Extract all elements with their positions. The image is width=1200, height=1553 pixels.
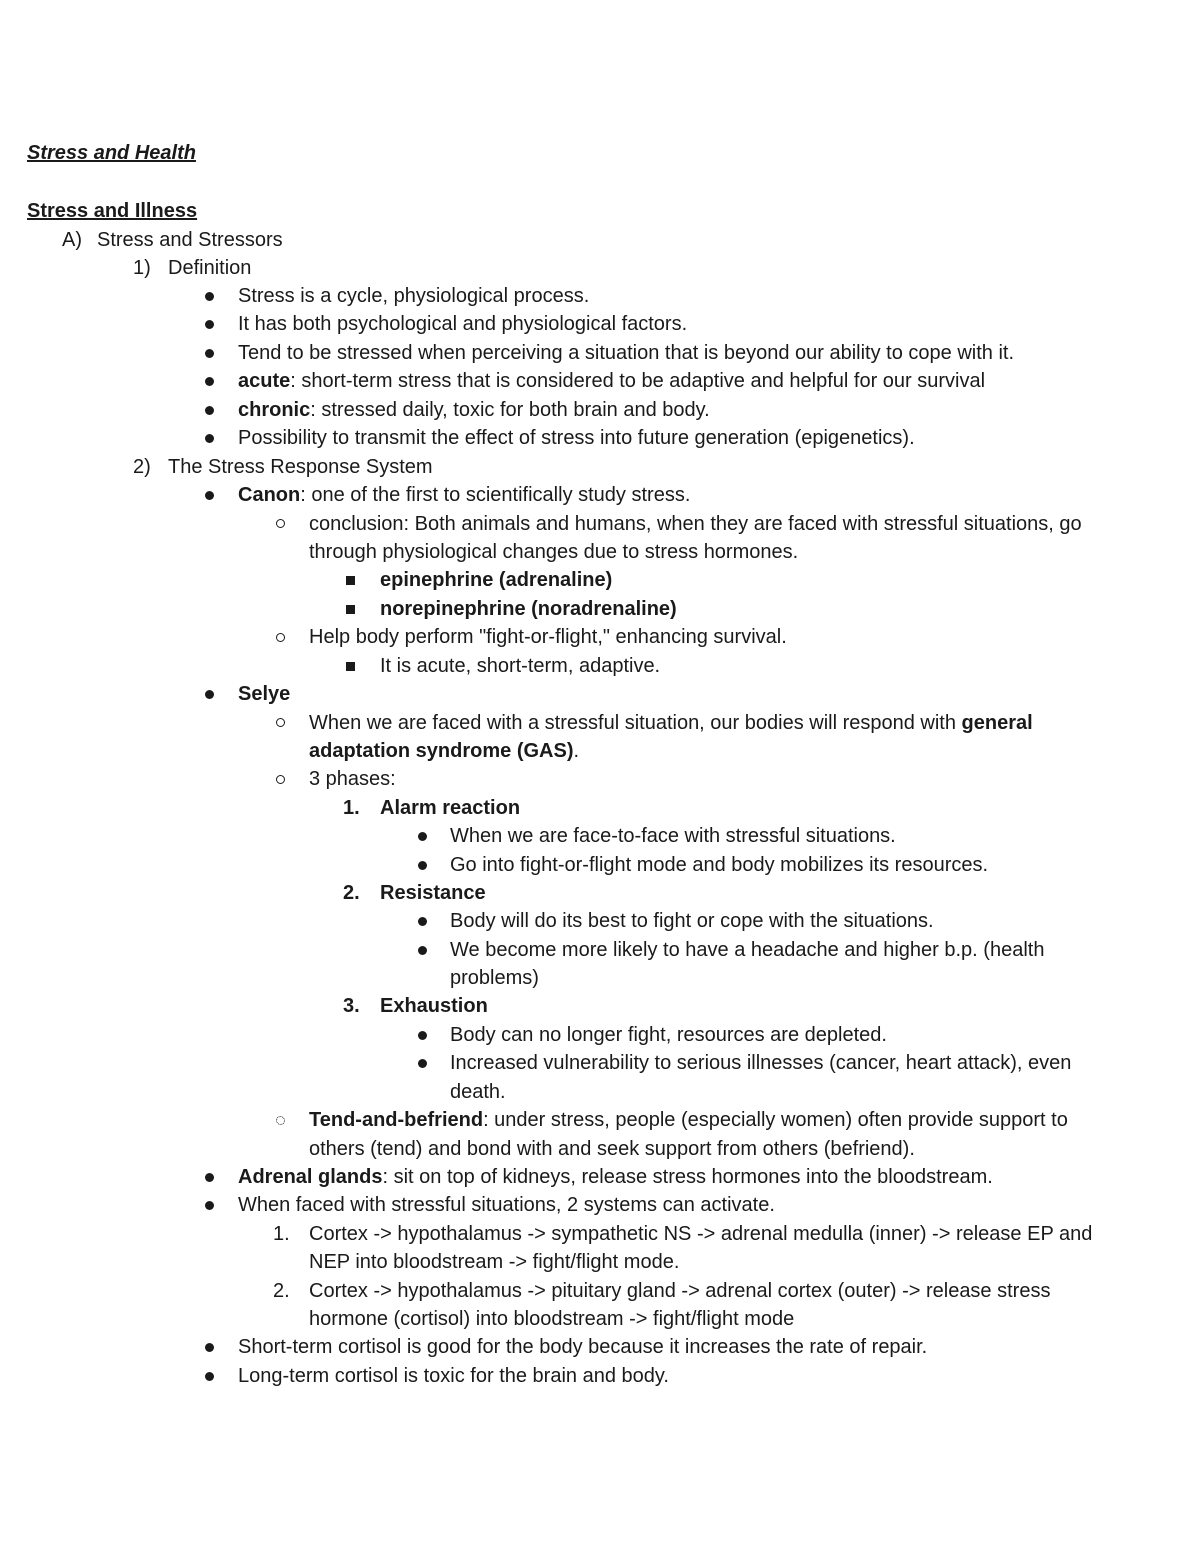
definition: : one of the first to scientifically study stress. [300,484,691,506]
list-item: conclusion: Both animals and humans, when they are faced with stressful situations, go [309,513,1082,535]
bullet-icon [418,861,427,870]
bullet-icon [205,320,214,329]
outline-marker: 1) [133,257,151,279]
phase-title: Exhaustion [380,995,488,1017]
list-item: 3 phases: [309,768,396,790]
phase-marker: 1. [343,797,360,819]
term: Tend-and-befriend [309,1109,484,1131]
term: chronic [238,399,311,421]
list-item: Short-term cortisol is good for the body because it increases the rate of repair. [238,1336,928,1358]
list-item: Body can no longer fight, resources are depleted. [450,1024,887,1046]
phase-title: Alarm reaction [380,797,521,819]
circle-bullet-icon [276,718,285,727]
term: acute [238,370,291,392]
list-item-continuation: death. [450,1081,506,1103]
term: adaptation syndrome (GAS) [309,740,574,762]
term: general [961,712,1033,734]
list-item: Selye [238,683,291,705]
bullet-icon [205,1343,214,1352]
list-item [238,367,985,395]
list-item: norepinephrine (noradrenaline) [380,598,677,620]
bullet-icon [418,1031,427,1040]
list-item: Long-term cortisol is toxic for the brain and body. [238,1365,669,1387]
numbered-marker: 2. [273,1280,290,1302]
numbered-marker: 1. [273,1223,290,1245]
square-bullet-icon [346,576,355,585]
term: Canon [238,484,301,506]
list-item: Go into fight-or-flight mode and body mobilizes its resources. [450,854,989,876]
definition: : under stress, people (especially women) often provide support to [483,1109,1068,1131]
bullet-icon [205,491,214,500]
list-item-continuation: others (tend) and bond with and seek support from others (befriend). [309,1138,915,1160]
list-item: It is acute, short-term, adaptive. [380,655,661,677]
text: When we are faced with a stressful situation, our bodies will respond with [309,712,962,734]
document-title: Stress and Health [27,142,196,164]
bullet-icon [418,946,427,955]
numbered-item-continuation: hormone (cortisol) into bloodstream -> fight/flight mode [309,1308,795,1330]
circle-bullet-icon [276,519,285,528]
numbered-item: Cortex -> hypothalamus -> pituitary gland -> adrenal cortex (outer) -> release stress [309,1280,1051,1302]
bullet-icon [205,434,214,443]
list-item: epinephrine (adrenaline) [380,569,613,591]
list-item: Possibility to transmit the effect of stress into future generation (epigenetics). [238,427,915,449]
list-item: Tend to be stressed when perceiving a situation that is beyond our ability to cope with it. [238,342,1015,364]
phase-marker: 3. [343,995,360,1017]
outline-marker: A) [62,229,82,251]
bullet-icon [205,349,214,358]
bullet-icon [205,1372,214,1381]
list-item: When we are face-to-face with stressful situations. [450,825,896,847]
circle-bullet-icon [276,1116,285,1125]
bullet-icon [418,1059,427,1068]
bullet-icon [205,292,214,301]
list-item [238,1163,993,1191]
bullet-icon [205,1201,214,1210]
list-item [238,481,690,509]
list-item [309,1106,1068,1134]
outline-item: Definition [168,257,252,279]
list-item-continuation [309,737,579,765]
list-item-continuation: problems) [450,967,539,989]
list-item-continuation: through physiological changes due to stress hormones. [309,541,799,563]
circle-bullet-icon [276,633,285,642]
definition: : short-term stress that is considered to be adaptive and helpful for our survival [290,370,986,392]
list-item: We become more likely to have a headache and higher b.p. (health [450,939,1045,961]
definition: : stressed daily, toxic for both brain and body. [310,399,710,421]
text: . [573,740,580,762]
list-item [238,396,710,424]
bullet-icon [205,1173,214,1182]
list-item: Stress is a cycle, physiological process. [238,285,590,307]
phase-title: Resistance [380,882,486,904]
list-item: Body will do its best to fight or cope with the situations. [450,910,934,932]
list-item: It has both psychological and physiological factors. [238,313,688,335]
outline-item: The Stress Response System [168,456,433,478]
numbered-item: Cortex -> hypothalamus -> sympathetic NS -> adrenal medulla (inner) -> release EP and [309,1223,1093,1245]
bullet-icon [205,690,214,699]
section-heading: Stress and Illness [27,200,198,222]
definition: : sit on top of kidneys, release stress hormones into the bloodstream. [382,1166,993,1188]
list-item: Help body perform "fight-or-flight," enhancing survival. [309,626,787,648]
square-bullet-icon [346,662,355,671]
square-bullet-icon [346,605,355,614]
circle-bullet-icon [276,775,285,784]
bullet-icon [205,406,214,415]
outline-item: Stress and Stressors [97,229,283,251]
list-item: When faced with stressful situations, 2 systems can activate. [238,1194,775,1216]
numbered-item-continuation: NEP into bloodstream -> fight/flight mode. [309,1251,680,1273]
outline-marker: 2) [133,456,151,478]
bullet-icon [418,832,427,841]
phase-marker: 2. [343,882,360,904]
bullet-icon [418,917,427,926]
list-item: Increased vulnerability to serious illnesses (cancer, heart attack), even [450,1052,1072,1074]
bullet-icon [205,377,214,386]
term: Adrenal glands [238,1166,383,1188]
list-item [309,709,1033,737]
